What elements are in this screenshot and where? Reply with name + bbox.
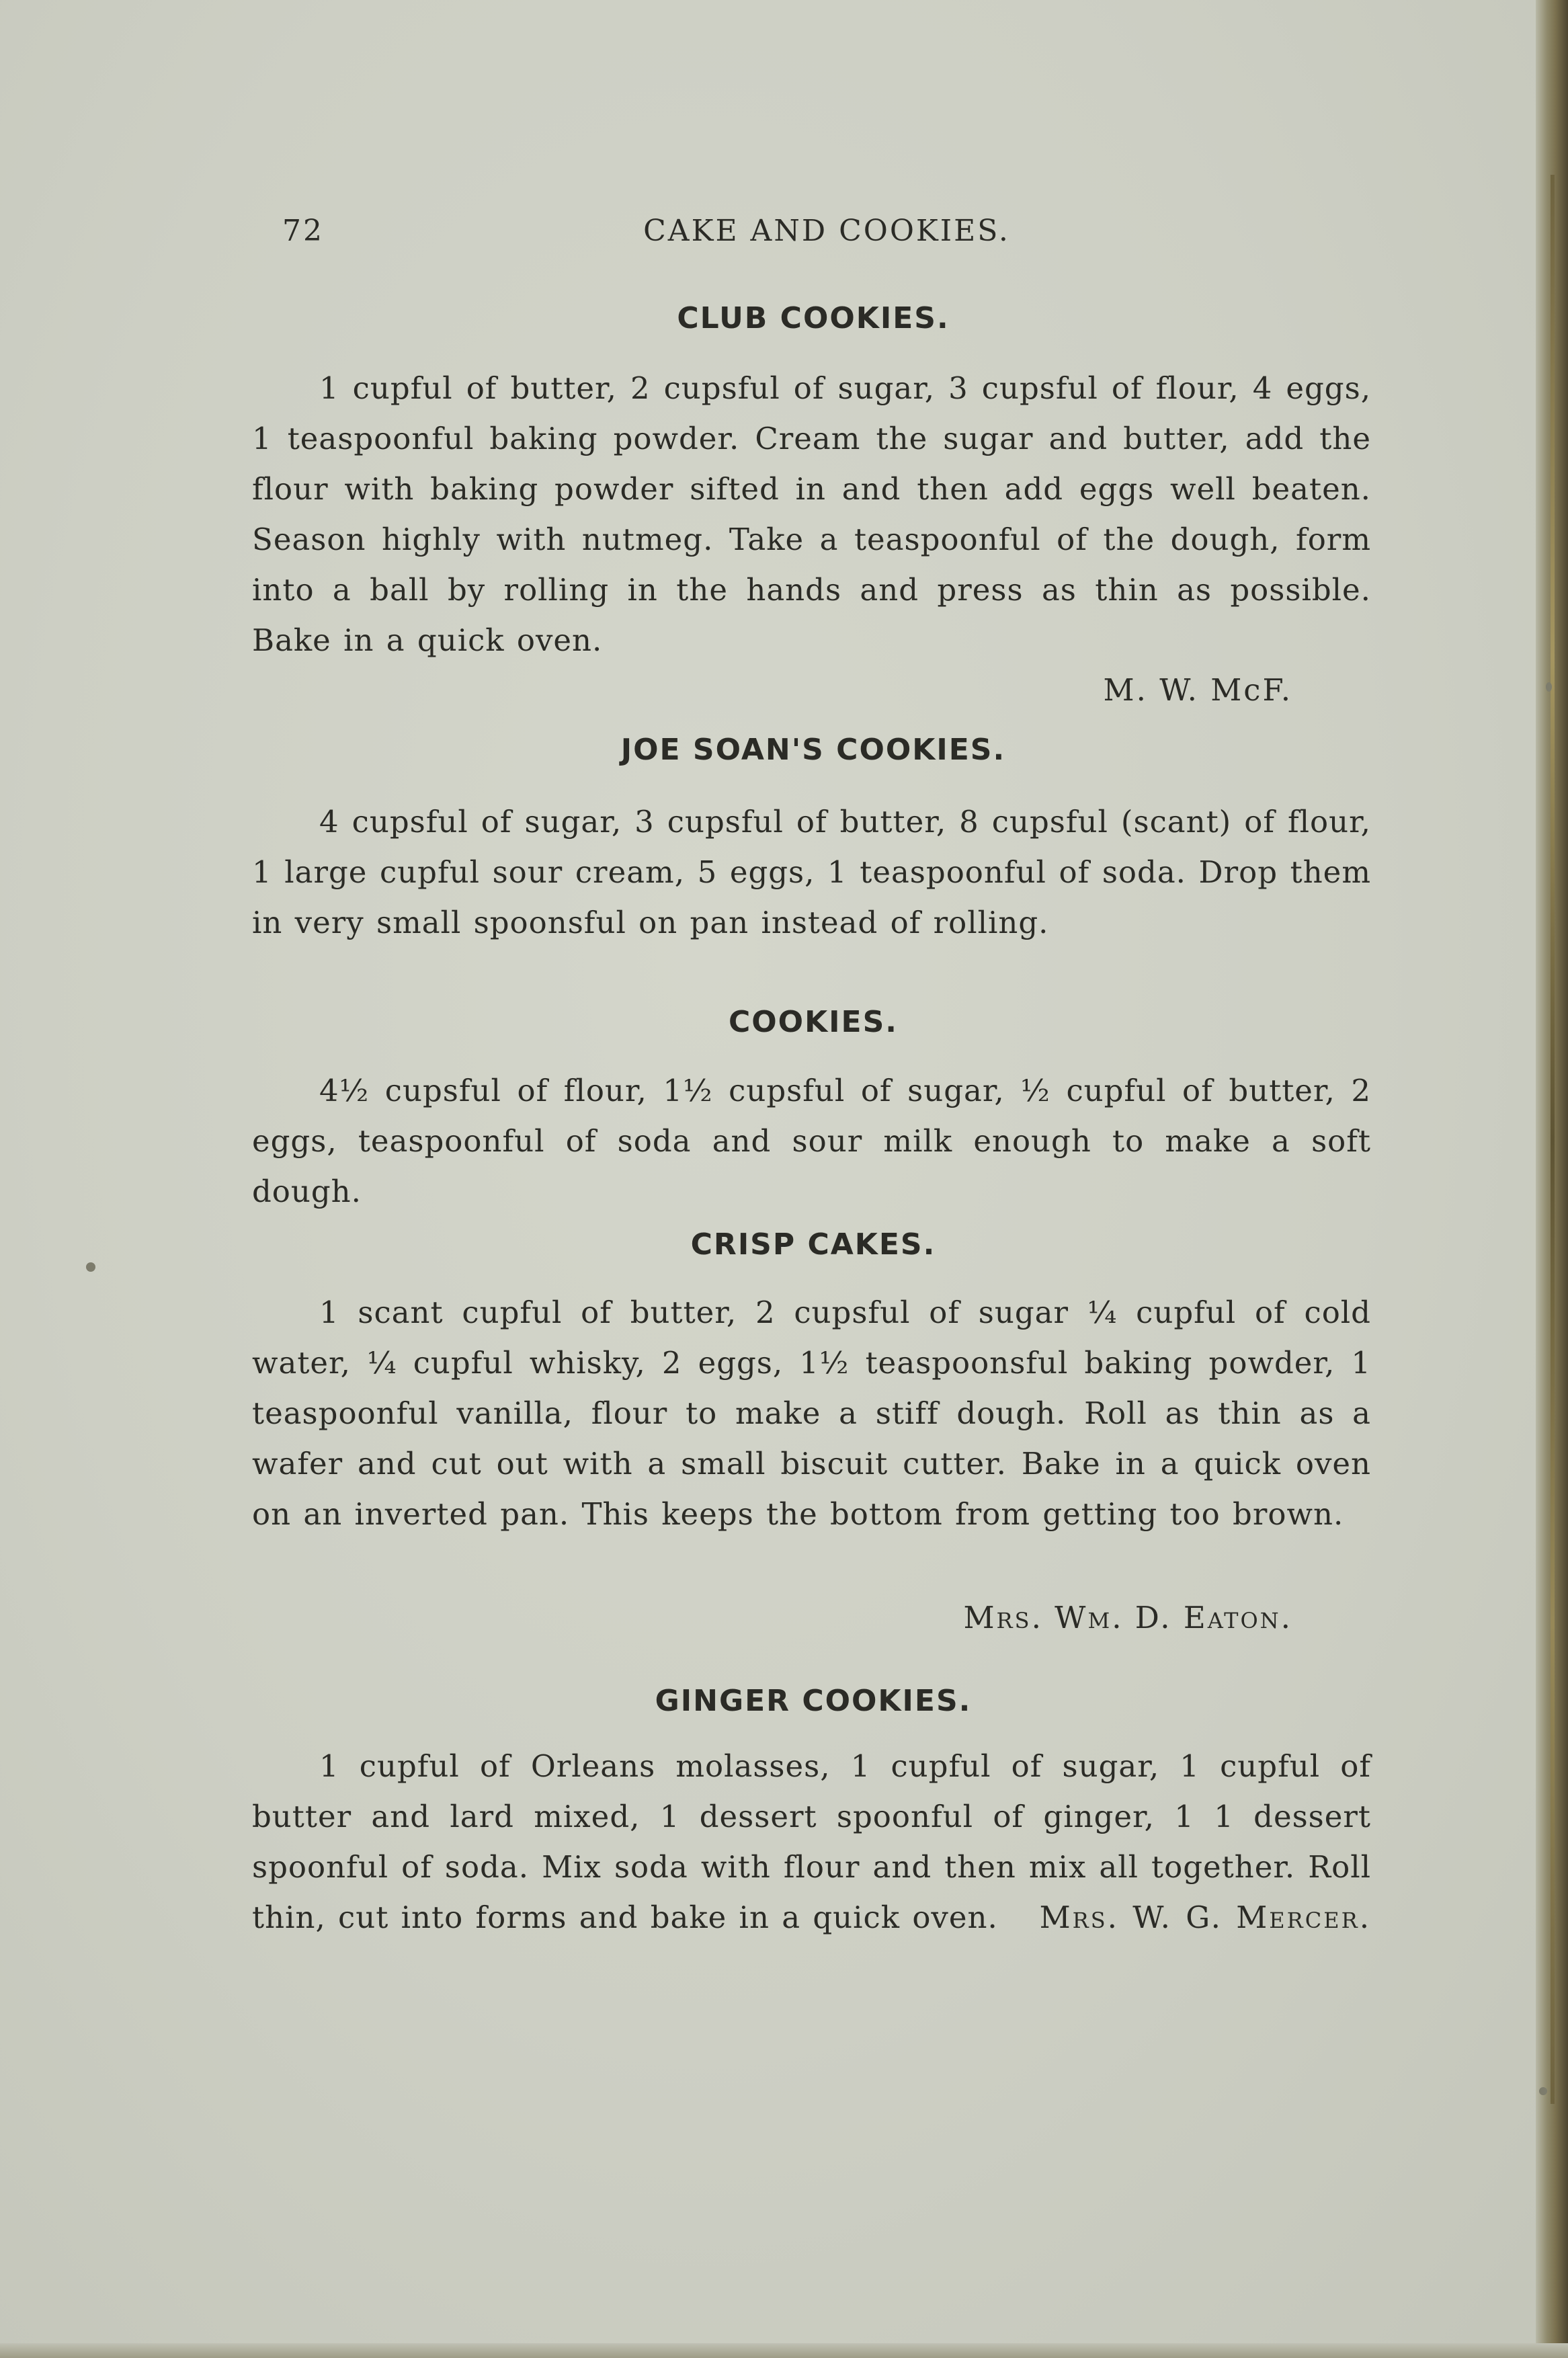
signature-club-cookies: M. W. McF. [1103,672,1292,708]
recipe-title-club-cookies: CLUB COOKIES. [677,301,950,335]
signature-ginger-cookies: Mrs. W. G. Mercer. [1039,1900,1371,1935]
recipe-body-crisp-cakes: 1 scant cupful of butter, 2 cupsful of sugar ¼ cupful of cold water, ¼ cupful whisky, 2 eggs, 1½ teaspoonsful baking powder, 1 teaspoonful vanilla, flour to make a stiff dough. Roll as thin as a wafer and cut out with a small biscuit cutter. Bake in a quick oven on an inverted pan. This keeps the bottom from getting too brown. [252,1295,1371,1532]
recipe-title-ginger-cookies: GINGER COOKIES. [655,1684,972,1718]
recipe-body-joe-soans-cookies: 4 cupsful of sugar, 3 cupsful of butter, 8 cupsful (scant) of flour, 1 large cupful sour cream, 5 eggs, 1 teaspoonful of soda. Drop them in very small spoonsful on pan instead of rolling. [252,804,1371,940]
recipe-title-cookies: COOKIES. [728,1005,899,1039]
recipe-body-ginger-cookies [252,1741,1371,1943]
recipe-body-club-cookies: 1 cupful of butter, 2 cupsful of sugar, 3 cupsful of flour, 4 eggs, 1 teaspoonful baking powder. Cream the sugar and butter, add the flour with baking powder sifted in and then add eggs well beaten. Season highly with nutmeg. Take a teaspoonful of the dough, form into a ball by rolling in the hands and press as thin as possible. Bake in a quick oven. [252,370,1371,658]
paper-speck [1546,682,1552,692]
running-head [282,214,1371,261]
running-title: CAKE AND COOKIES. [643,214,1010,248]
recipe-body-cookies: 4½ cupsful of flour, 1½ cupsful of sugar, ½ cupful of butter, 2 eggs, teaspoonful of soda and sour milk enough to make a soft dough. [252,1073,1371,1209]
page-number: 72 [282,214,324,248]
bottom-page-edge [0,2343,1568,2358]
signature-crisp-cakes: Mrs. Wm. D. Eaton. [963,1600,1292,1635]
page-edge-shadow [1536,0,1568,2358]
paper-speck [86,1262,95,1272]
recipe-body-ginger-text: 1 cupful of Orleans molasses, 1 cupful of sugar, 1 cupful of butter and lard mixed, 1 dessert spoonful of ginger, 1 1 dessert spoonful of soda. Mix soda with flour and then mix all together. Roll thin, cut into forms and bake in a quick oven. [252,1748,1371,1935]
binding-edge [1551,175,1555,2104]
recipe-title-crisp-cakes: CRISP CAKES. [690,1227,936,1262]
recipe-title-joe-soans-cookies: JOE SOAN'S COOKIES. [620,733,1006,767]
paper-speck [1539,2087,1547,2095]
